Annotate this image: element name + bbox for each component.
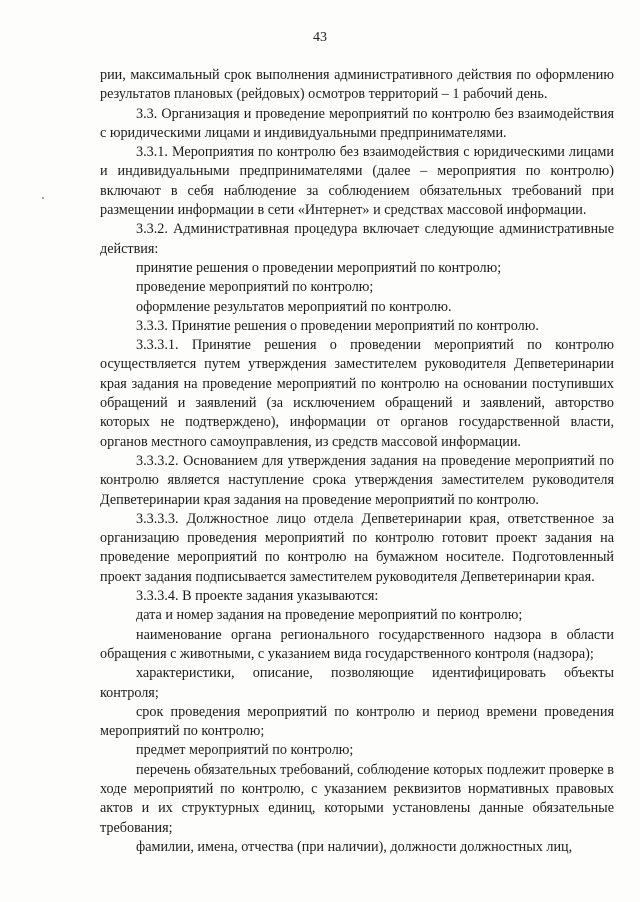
document-body xyxy=(100,66,614,857)
paragraph: характеристики, описание, позволяющие идентифицировать объекты контроля; xyxy=(100,665,614,701)
paragraph: 3.3. Организация и проведение мероприятий по контролю без взаимодействия с юридическими лицами и индивидуальными предпринимателями. xyxy=(100,105,614,141)
paragraph: дата и номер задания на проведение мероприятий по контролю; xyxy=(136,607,523,624)
paragraph: проведение мероприятий по контролю; xyxy=(136,279,374,296)
paragraph: 3.3.1. Мероприятия по контролю без взаимодействия с юридическими лицами и индивидуальными предпринимателями (далее – мероприятия по контролю) включают в себя наблюдение за соблюдением обязательных требований при размещении информации в сети «Интернет» и средствах массовой информации. xyxy=(100,144,614,219)
page-number: 43 xyxy=(313,30,327,45)
paragraph: 3.3.2. Административная процедура включает следующие административные действия: xyxy=(100,221,614,257)
paragraph: наименование органа регионального государственного надзора в области обращения с животными, с указанием вида государственного контроля (надзора); xyxy=(100,626,614,662)
paragraph: 3.3.3.2. Основанием для утверждения задания на проведение мероприятий по контролю является наступление срока утверждения заместителем руководителя Депветеринарии края задания на проведение мероприятий по контролю. xyxy=(100,452,614,508)
paragraph: фамилии, имена, отчества (при наличии), должности должностных лиц, xyxy=(136,838,573,855)
paragraph: предмет мероприятий по контролю; xyxy=(136,742,354,759)
paragraph: оформление результатов мероприятий по контролю. xyxy=(136,298,452,315)
paragraph: 3.3.3.1. Принятие решения о проведении мероприятий по контролю осуществляется путем утверждения заместителем руководителя Депветеринарии края задания на проведение мероприятий по контролю на основании поступивших обращений и заявлений (за исключением обращений и заявлений, авторство которых не подтверждено), информации от органов государственной власти, органов местного самоуправления, из средств массовой информации. xyxy=(100,337,614,450)
paragraph: 3.3.3.4. В проекте задания указываются: xyxy=(136,588,379,605)
paragraph: перечень обязательных требований, соблюдение которых подлежит проверке в ходе мероприятий по контролю, с указанием реквизитов нормативных правовых актов и их структурных единиц, которыми установлены данные обязательные требования; xyxy=(100,761,614,836)
paragraph: 3.3.3. Принятие решения о проведении мероприятий по контролю. xyxy=(136,317,539,334)
paragraph: срок проведения мероприятий по контролю и период времени проведения мероприятий по контролю; xyxy=(100,703,614,740)
paragraph: рии, максимальный срок выполнения административного действия по оформлению результатов плановых (рейдовых) осмотров территорий – 1 рабочий день. xyxy=(100,67,614,103)
paragraph: 3.3.3.3. Должностное лицо отдела Депветеринарии края, ответственное за организацию проведения мероприятий по контролю готовит проект задания на проведение мероприятий по контролю на бумажном носителе. Подготовленный проект задания подписывается заместителем руководителя Депветеринарии края. xyxy=(100,510,614,585)
paragraph: принятие решения о проведении мероприятий по контролю; xyxy=(136,259,502,276)
scan-speck xyxy=(42,197,44,199)
